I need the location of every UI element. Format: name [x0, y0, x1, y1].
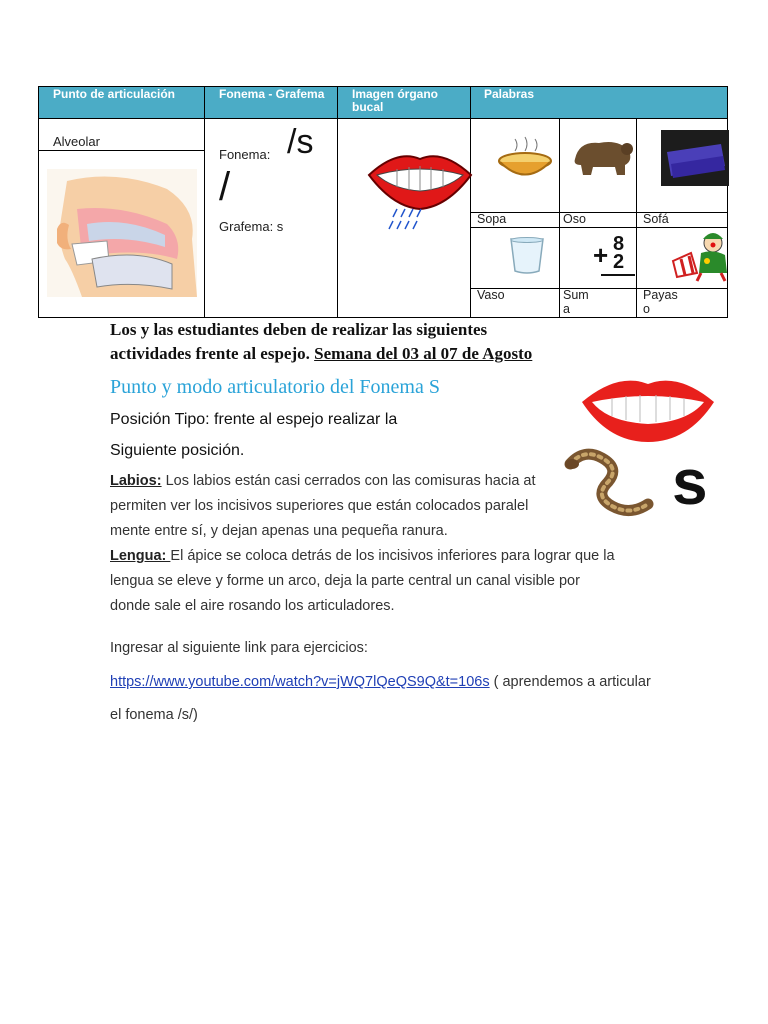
intro-week: Semana del 03 al 07 de Agosto [314, 344, 533, 363]
sum-plus: + [593, 240, 609, 270]
lengua-text-1: El ápice se coloca detrás de los incisivos inferiores para lograr que la [170, 548, 615, 564]
fonema-value: /s [287, 123, 314, 161]
divider [470, 288, 728, 289]
sofa-image [661, 130, 729, 186]
divider [470, 212, 728, 213]
clown-image [671, 229, 729, 283]
lips-mouth-image [367, 145, 473, 233]
link-after: ( aprendemos a articular [489, 674, 651, 690]
word-sofa: Sofá [643, 212, 669, 226]
intro-paragraph [110, 318, 670, 366]
labios-label: Labios: [110, 473, 162, 489]
youtube-link[interactable]: https://www.youtube.com/watch?v=jWQ7lQeQS9Q&t=106s [110, 674, 490, 690]
divider [337, 87, 338, 317]
mouth-profile-image [47, 169, 197, 297]
header-palabras: Palabras [484, 87, 535, 101]
word-payaso: Payas o [643, 288, 678, 316]
sum-top: 8 [613, 233, 625, 255]
header-imagen: Imagen órgano bucal [352, 87, 439, 114]
position-line-1: Posición Tipo: frente al espejo realizar la [110, 411, 398, 428]
intro-line-2 [110, 342, 670, 366]
punto-label: Alveolar [53, 134, 100, 149]
lengua-line-1 [110, 544, 615, 569]
labios-line-3: mente entre sí, y dejan apenas una pequeña ranura. [110, 523, 448, 539]
divider [39, 150, 204, 151]
link-after-2: el fonema /s/) [110, 707, 198, 723]
sum-image [591, 233, 635, 279]
header-punto: Punto de articulación [53, 87, 176, 101]
labios-text-1: Los labios están casi cerrados con las comisuras hacia at [161, 473, 536, 489]
soup-bowl-image [497, 135, 553, 181]
fonema-slash: / [219, 165, 231, 209]
big-letter-s: s [672, 446, 708, 518]
fonema-label: Fonema: [219, 147, 271, 162]
lengua-label: Lengua: [110, 548, 171, 564]
lengua-line-2: lengua se eleve y forme un arco, deja la parte central un canal visible por [110, 573, 580, 589]
link-intro: Ingresar al siguiente link para ejercicios: [110, 640, 368, 656]
word-sopa: Sopa [477, 212, 507, 226]
word-suma: Sum a [563, 288, 589, 316]
snake-image [564, 446, 654, 520]
word-vaso: Vaso [477, 288, 505, 302]
sum-bottom: 2 [613, 251, 625, 273]
page-title: Punto y modo articulatorio del Fonema S [110, 376, 440, 398]
intro-line-1: Los y las estudiantes deben de realizar las siguientes [110, 320, 488, 339]
bear-image [569, 131, 635, 177]
grafema-label: Grafema: s [219, 219, 284, 234]
labios-line-2: permiten ver los incisivos superiores que están colocados paralel [110, 498, 529, 514]
labios-line-1 [110, 469, 565, 494]
position-line-2: Siguiente posición. [110, 442, 245, 459]
sum-line [601, 274, 635, 276]
table-header [39, 87, 727, 119]
lengua-line-3: donde sale el aire rosando los articuladores. [110, 598, 395, 614]
phoneme-table [38, 86, 728, 318]
intro-line-2-text: actividades frente al espejo. [110, 344, 310, 363]
word-oso: Oso [563, 212, 586, 226]
divider [204, 87, 205, 317]
divider [470, 227, 728, 228]
glass-image [509, 237, 545, 275]
header-fonema: Fonema - Grafema [219, 87, 325, 101]
smiling-lips-image [578, 372, 718, 444]
link-line [110, 670, 651, 695]
